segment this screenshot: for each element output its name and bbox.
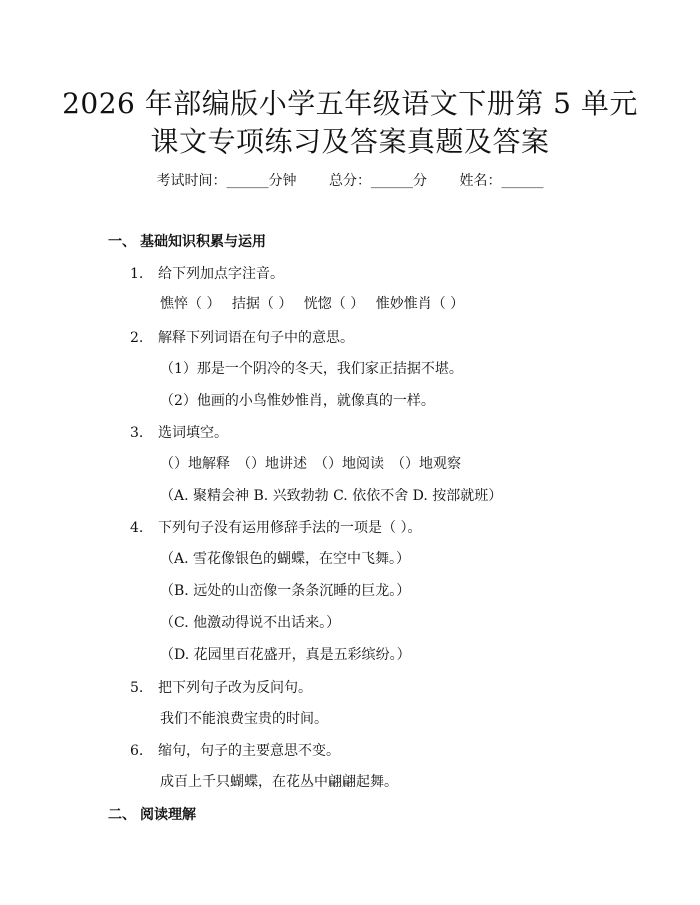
- section-heading-1: 一、 基础知识积累与运用: [108, 234, 266, 250]
- question-6-line-1: 成百上千只蝴蝶，在花丛中翩翩起舞。: [160, 774, 398, 790]
- question-1-line-1: 憔悴（ ） 拮据（ ） 恍惚（ ） 惟妙惟肖（ ）: [160, 296, 465, 312]
- question-1: 1. 给下列加点字注音。: [130, 266, 284, 282]
- document-title-line-1: 2026 年部编版小学五年级语文下册第 5 单元: [62, 87, 638, 120]
- question-4-option-c: （C. 他激动得说不出话来。）: [160, 615, 341, 631]
- question-4-option-b: （B. 远处的山峦像一条条沉睡的巨龙。）: [160, 583, 411, 599]
- question-5-line-1: 我们不能浪费宝贵的时间。: [160, 711, 328, 727]
- question-3-line-2: （A. 聚精会神 B. 兴致勃勃 C. 依依不舍 D. 按部就班）: [160, 488, 503, 504]
- exam-time: 考试时间：______分钟: [156, 173, 297, 189]
- question-4: 4. 下列句子没有运用修辞手法的一项是（ ）。: [130, 520, 422, 536]
- question-4-option-a: （A. 雪花像银色的蝴蝶，在空中飞舞。）: [160, 551, 411, 567]
- document-title-line-2: 课文专项练习及答案真题及答案: [150, 125, 550, 158]
- question-3: 3. 选词填空。: [130, 425, 228, 441]
- question-4-option-d: （D. 花园里百花盛开，真是五彩缤纷。）: [160, 647, 411, 663]
- question-5: 5. 把下列句子改为反问句。: [130, 680, 312, 696]
- exam-info: [0, 170, 700, 190]
- section-heading-2: 二、 阅读理解: [108, 807, 196, 823]
- question-3-line-1: （）地解释 （）地讲述 （）地阅读 （）地观察: [160, 456, 461, 472]
- question-2-line-2: （2）他画的小鸟惟妙惟肖，就像真的一样。: [160, 393, 435, 409]
- question-6: 6. 缩句，句子的主要意思不变。: [130, 743, 340, 759]
- exam-score: 总分：______分: [329, 173, 427, 189]
- question-2: 2. 解释下列词语在句子中的意思。: [130, 330, 354, 346]
- question-2-line-1: （1）那是一个阴冷的冬天，我们家正拮据不堪。: [160, 361, 463, 377]
- exam-name: 姓名：______: [459, 173, 544, 189]
